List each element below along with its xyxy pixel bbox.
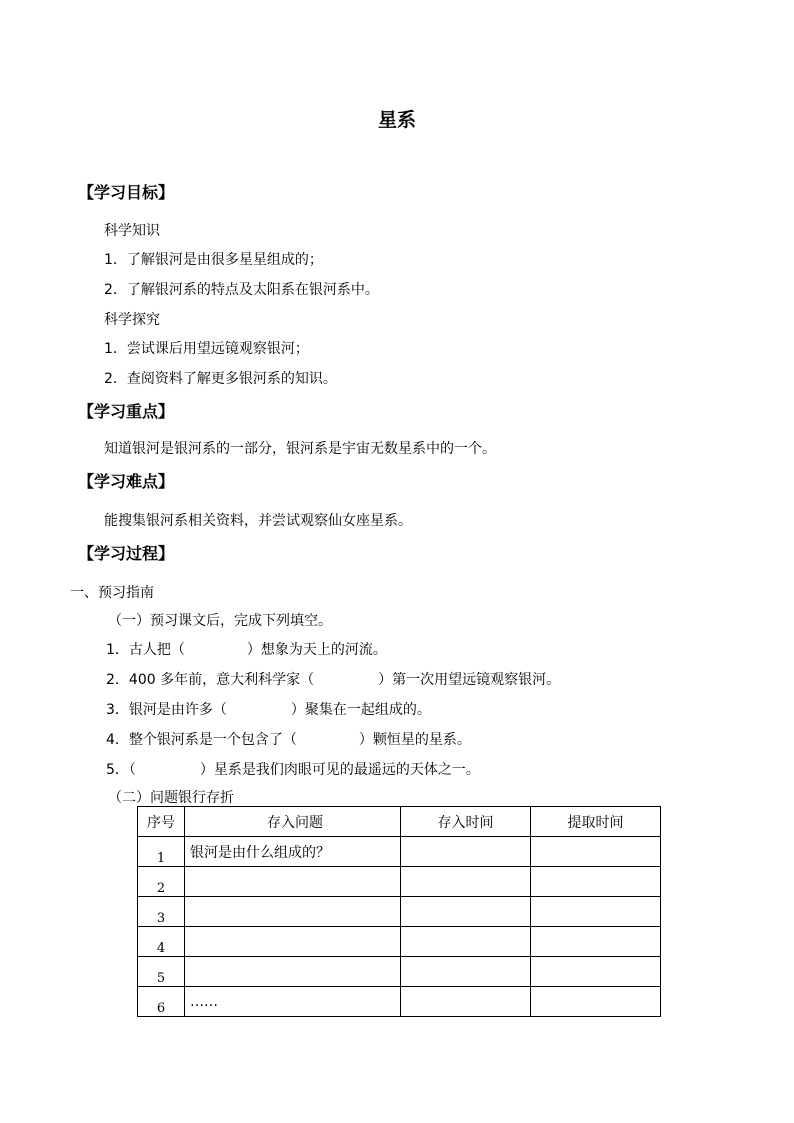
row-deposit-time[interactable]	[401, 897, 531, 927]
science-knowledge-label: 科学知识	[104, 223, 160, 239]
row-number: 1	[138, 837, 185, 867]
question-bank-table	[137, 806, 661, 1017]
row-withdraw-time[interactable]	[531, 927, 661, 957]
fill-item-1: 1．古人把（ ）想象为天上的河流。	[106, 642, 387, 658]
row-withdraw-time[interactable]	[531, 957, 661, 987]
fill-item-3: 3．银河是由许多（ ）聚集在一起组成的。	[106, 702, 431, 718]
table-row	[138, 927, 661, 957]
table-row	[138, 897, 661, 927]
row-number: 6	[138, 987, 185, 1017]
row-number: 2	[138, 867, 185, 897]
difficulties-text: 能搜集银河系相关资料，并尝试观察仙女座星系。	[104, 513, 412, 529]
key-points-text: 知道银河是银河系的一部分，银河系是宇宙无数星系中的一个。	[104, 441, 496, 457]
row-question[interactable]	[185, 927, 401, 957]
inquiry-item: 2．查阅资料了解更多银河系的知识。	[104, 371, 337, 387]
difficulties-heading: 【学习难点】	[78, 472, 175, 491]
row-withdraw-time[interactable]	[531, 987, 661, 1017]
header-withdraw-time: 提取时间	[531, 807, 661, 837]
fill-item-5: 5．（ ）星系是我们肉眼可见的最遥远的天体之一。	[106, 762, 480, 778]
knowledge-item: 1．了解银河是由很多星星组成的；	[104, 252, 323, 268]
objectives-heading: 【学习目标】	[78, 183, 175, 202]
knowledge-item: 2．了解银河系的特点及太阳系在银河系中。	[104, 282, 379, 298]
table-row	[138, 957, 661, 987]
fill-item-4: 4．整个银河系是一个包含了（ ）颗恒星的星系。	[106, 732, 471, 748]
table-row	[138, 987, 661, 1017]
row-deposit-time[interactable]	[401, 867, 531, 897]
row-withdraw-time[interactable]	[531, 837, 661, 867]
row-deposit-time[interactable]	[401, 927, 531, 957]
row-question[interactable]	[185, 897, 401, 927]
science-inquiry-label: 科学探究	[104, 312, 160, 328]
table-header-row	[138, 807, 661, 837]
inquiry-item: 1．尝试课后用望远镜观察银河；	[104, 341, 309, 357]
header-deposit-time: 存入时间	[401, 807, 531, 837]
process-heading: 【学习过程】	[78, 544, 175, 563]
header-question: 存入问题	[185, 807, 401, 837]
row-withdraw-time[interactable]	[531, 897, 661, 927]
sub2-heading: （二）问题银行存折	[108, 790, 234, 806]
row-number: 3	[138, 897, 185, 927]
row-question[interactable]: 银河是由什么组成的？	[185, 837, 401, 867]
header-number: 序号	[138, 807, 185, 837]
table-row	[138, 837, 661, 867]
row-question[interactable]: ……	[185, 987, 401, 1017]
fill-item-2: 2．400 多年前，意大利科学家（ ）第一次用望远镜观察银河。	[106, 672, 561, 688]
row-withdraw-time[interactable]	[531, 867, 661, 897]
row-deposit-time[interactable]	[401, 837, 531, 867]
row-deposit-time[interactable]	[401, 987, 531, 1017]
row-number: 4	[138, 927, 185, 957]
page-title: 星系	[377, 109, 416, 131]
part1-heading: 一、预习指南	[70, 585, 154, 601]
row-question[interactable]	[185, 957, 401, 987]
sub1-heading: （一）预习课文后，完成下列填空。	[108, 613, 332, 629]
table-row	[138, 867, 661, 897]
row-number: 5	[138, 957, 185, 987]
row-question[interactable]	[185, 867, 401, 897]
key-points-heading: 【学习重点】	[78, 402, 175, 421]
row-deposit-time[interactable]	[401, 957, 531, 987]
